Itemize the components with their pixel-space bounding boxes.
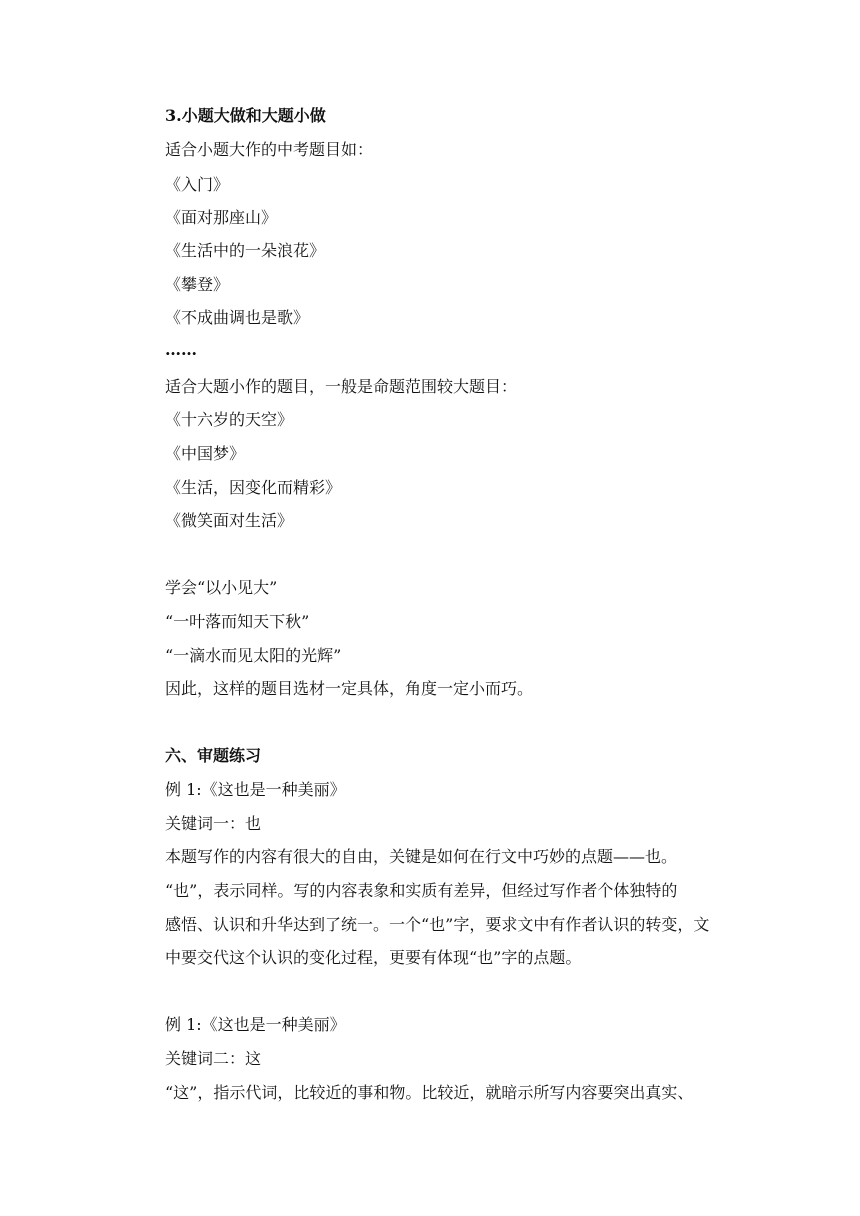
- paragraph-2-line-3: 中要交代这个认识的变化过程，更要有体现“也”字的点题。: [165, 948, 582, 967]
- big-title-1: 《十六岁的天空》: [165, 410, 294, 429]
- big-title-3: 《生活，因变化而精彩》: [165, 478, 342, 497]
- paragraph-2-line-1: “也”，表示同样。写的内容表象和实质有差异，但经过写作者个体独特的: [165, 881, 678, 900]
- paragraph-2-line-2: 感悟、认识和升华达到了统一。一个“也”字，要求文中有作者认识的转变，文: [165, 915, 710, 934]
- example-1-title: 例 1:《这也是一种美丽》: [165, 780, 346, 799]
- ellipsis: ……: [165, 340, 197, 359]
- section6-heading: 六、审题练习: [165, 746, 262, 765]
- small-title-4: 《攀登》: [165, 275, 230, 294]
- example-1-title-repeat: 例 1:《这也是一种美丽》: [165, 1015, 346, 1034]
- small-title-5: 《不成曲调也是歌》: [165, 308, 310, 327]
- proverb-1: “一叶落而知天下秋”: [165, 612, 310, 631]
- section3-heading: 3.小题大做和大题小做: [165, 106, 326, 125]
- intro-small-topics: 适合小题大作的中考题目如：: [165, 140, 374, 159]
- intro-big-topics: 适合大题小作的题目，一般是命题范围较大题目：: [165, 377, 518, 396]
- small-title-2: 《面对那座山》: [165, 208, 278, 227]
- big-title-2: 《中国梦》: [165, 444, 246, 463]
- learn-line: 学会“以小见大”: [165, 578, 278, 597]
- small-title-1: 《入门》: [165, 175, 230, 194]
- paragraph-1: 本题写作的内容有很大的自由，关键是如何在行文中巧妙的点题——也。: [165, 847, 678, 866]
- proverb-2: “一滴水而见太阳的光辉”: [165, 646, 342, 665]
- keyword-2: 关键词二：这: [165, 1049, 262, 1068]
- big-title-4: 《微笑面对生活》: [165, 511, 294, 530]
- paragraph-3-line-1: “这”，指示代词，比较近的事和物。比较近，就暗示所写内容要突出真实、: [165, 1083, 694, 1102]
- keyword-1: 关键词一：也: [165, 814, 262, 833]
- small-title-3: 《生活中的一朵浪花》: [165, 241, 326, 260]
- conclusion: 因此，这样的题目选材一定具体，角度一定小而巧。: [165, 679, 534, 698]
